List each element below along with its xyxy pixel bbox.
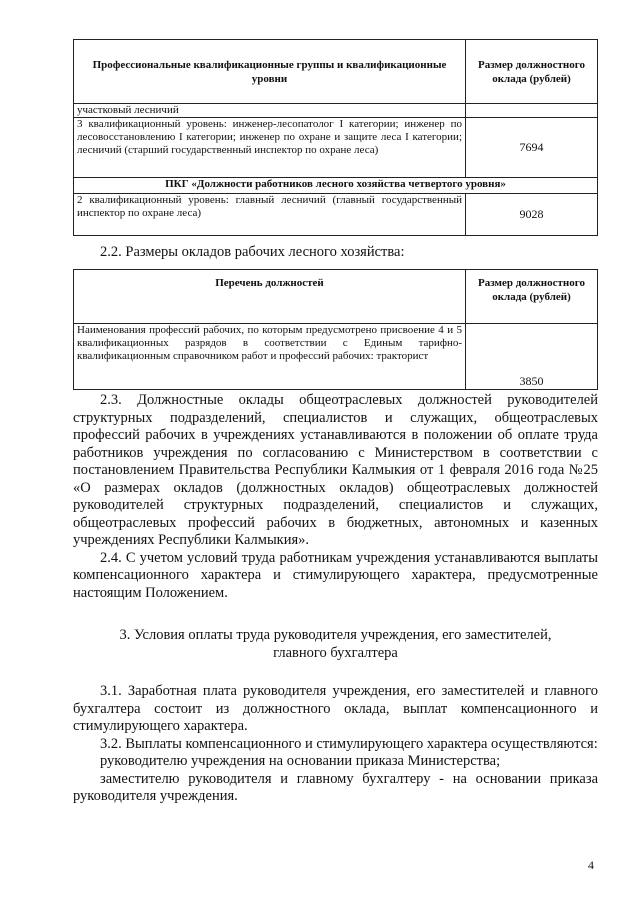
table1-row1-value: 7694 xyxy=(466,118,598,178)
paragraph-3-2b: заместителю руководителя и главному бухгалтеру - на основании приказа руководителя учреждения. xyxy=(73,770,598,804)
page-number: 4 xyxy=(588,858,594,872)
table2-row-text: Наименования профессий рабочих, по которым предусмотрено присвоение 4 и 5 квалификационных разрядов в соответствии с Единым тарифно-квалификационным справочником работ и профессий рабочих: тракторист xyxy=(74,324,466,390)
section-2-2-title-block xyxy=(73,244,598,262)
body-text xyxy=(73,392,598,806)
paragraph-3-2a: руководителю учреждения на основании приказа Министерства; xyxy=(100,753,501,769)
table1-row2-text: 2 квалификационный уровень: главный лесничий (главный государственный инспектор по охране леса) xyxy=(74,194,466,236)
section-2-2-title: 2.2. Размеры окладов рабочих лесного хозяйства: xyxy=(100,244,405,260)
table1-row2-value: 9028 xyxy=(466,194,598,236)
paragraph-3-1: 3.1. Заработная плата руководителя учреждения, его заместителей и главного бухгалтера состоит из должностного оклада, выплат компенсационного и стимулирующего характера. xyxy=(73,683,598,734)
paragraph-2-4: 2.4. С учетом условий труда работникам учреждения устанавливаются выплаты компенсационного характера и стимулирующего характера, предусмотренные настоящим Положением. xyxy=(73,549,598,601)
paragraph-2-3: 2.3. Должностные оклады общеотраслевых должностей руководителей структурных подразделений, специалистов и служащих, общеотраслевых профессий рабочих в учреждениях устанавливаются в положении об оплате труда работников учреждения по согласованию с Министерством в соответствии с постановлением Правительства Республики Калмыкия от 1 февраля 2016 года №25 «О размерах окладов (должностных окладов) общеотраслевых должностей руководителей структурных подразделений, специалистов и служащих, общеотраслевых профессий рабочих в бюджетных, автономных и казенных учреждениях Республики Калмыкия». xyxy=(73,392,598,548)
table1-row-top: участковый лесничий xyxy=(74,104,466,118)
table1-header-groups: Профессиональные квалификационные группы и квалификационные уровни xyxy=(74,40,466,104)
table2-header-positions: Перечень должностей xyxy=(74,270,466,324)
table1-row-top-value xyxy=(466,104,598,118)
table1-row1-text: 3 квалификационный уровень: инженер-лесопатолог I категории; инженер по лесовосстановлению I категории; инженер по охране и защите леса I категории; лесничий (старший государственный инспектор по охране леса) xyxy=(74,118,466,178)
salary-table-2 xyxy=(73,269,598,390)
section-3-title: 3. Условия оплаты труда руководителя учреждения, его заместителей, главного бухгалтера xyxy=(119,627,552,661)
table1-group-header: ПКГ «Должности работников лесного хозяйства четвертого уровня» xyxy=(74,178,598,194)
paragraph-3-2: 3.2. Выплаты компенсационного и стимулирующего характера осуществляются: xyxy=(100,735,598,752)
table2-row-value: 3850 xyxy=(466,324,598,390)
salary-table-1 xyxy=(73,39,598,236)
table1-header-salary: Размер должностного оклада (рублей) xyxy=(466,40,598,104)
table2-header-salary: Размер должностного оклада (рублей) xyxy=(466,270,598,324)
